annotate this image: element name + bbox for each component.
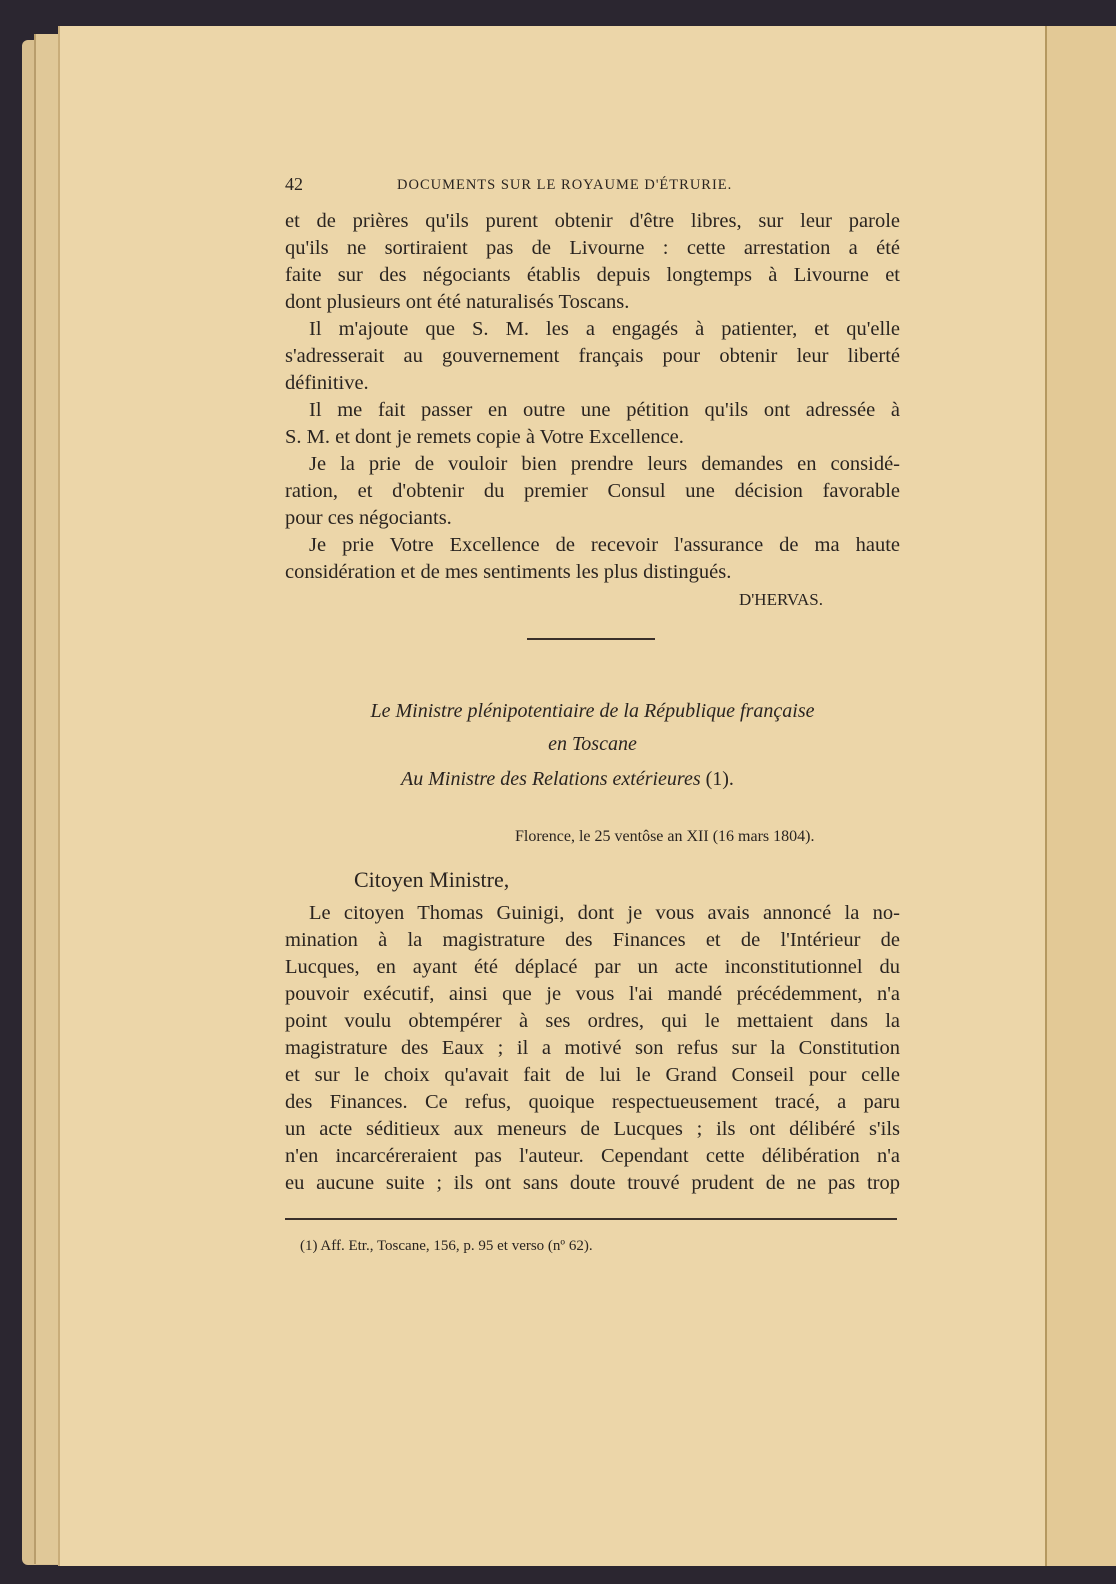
text-line: magistrature des Eaux ; il a motivé son refus sur la Constitution (285, 1037, 900, 1059)
section-divider (527, 638, 655, 640)
text-line: n'en incarcéreraient pas l'auteur. Cependant cette délibération n'a (285, 1145, 900, 1167)
page-number: 42 (285, 174, 303, 194)
text-line: S. M. et dont je remets copie à Votre Excellence. (285, 426, 684, 448)
text-line: un acte séditieux aux meneurs de Lucques ; ils ont délibéré s'ils (285, 1118, 900, 1140)
text-line: qu'ils ne sortiraient pas de Livourne : cette arrestation a été (285, 237, 900, 259)
text-line: et sur le choix qu'avait fait de lui le Grand Conseil pour celle (285, 1064, 900, 1086)
text-line: pour ces négociants. (285, 507, 452, 529)
facing-page-edge (1045, 26, 1116, 1566)
footnote-ref: (1). (705, 768, 734, 790)
text-line: Il m'ajoute que S. M. les a engagés à patienter, et qu'elle (309, 318, 900, 340)
text-line: eu aucune suite ; ils ont sans doute trouvé prudent de ne pas trop (285, 1172, 900, 1194)
text-line: définitive. (285, 372, 369, 394)
text-line: considération et de mes sentiments les plus distingués. (285, 561, 732, 583)
text-line: Il me fait passer en outre une pétition qu'ils ont adressée à (309, 399, 900, 421)
footnote: (1) Aff. Etr., Toscane, 156, p. 95 et verso (nº 62). (300, 1238, 593, 1254)
text-line: ration, et d'obtenir du premier Consul une décision favorable (285, 480, 900, 502)
text-line: Le citoyen Thomas Guinigi, dont je vous avais annoncé la no- (309, 902, 900, 924)
text-line: et de prières qu'ils purent obtenir d'être libres, sur leur parole (285, 210, 900, 232)
signature: D'HERVAS. (738, 590, 823, 609)
text-line: s'adresserait au gouvernement français pour obtenir leur liberté (285, 345, 900, 367)
text-line: pouvoir exécutif, ainsi que je vous l'ai mandé précédemment, n'a (285, 983, 900, 1005)
text-line: faite sur des négociants établis depuis longtemps à Livourne et (285, 264, 900, 286)
letter-heading-line-1: Le Ministre plénipotentiaire de la République française (370, 700, 815, 722)
footnote-rule (285, 1218, 897, 1220)
text-line: Je la prie de vouloir bien prendre leurs demandes en considé- (309, 453, 900, 475)
dateline: Florence, le 25 ventôse an XII (16 mars 1804). (515, 828, 815, 845)
text-line: point voulu obtempérer à ses ordres, qui le mettaient dans la (285, 1010, 900, 1032)
text-line: dont plusieurs ont été naturalisés Toscans. (285, 291, 630, 313)
text-line: Lucques, en ayant été déplacé par un acte inconstitutionnel du (285, 956, 900, 978)
salutation: Citoyen Ministre, (354, 867, 510, 892)
letter-heading-line-3 (260, 768, 875, 791)
running-title: DOCUMENTS SUR LE ROYAUME D'ÉTRURIE. (397, 177, 733, 193)
text-line: Je prie Votre Excellence de recevoir l'assurance de ma haute (309, 534, 900, 556)
text-line: des Finances. Ce refus, quoique respectueusement tracé, a paru (285, 1091, 900, 1113)
heading-text: Au Ministre des Relations extérieures (401, 768, 701, 790)
letter-heading-line-2: en Toscane (548, 733, 637, 755)
text-line: mination à la magistrature des Finances et de l'Intérieur de (285, 929, 900, 951)
